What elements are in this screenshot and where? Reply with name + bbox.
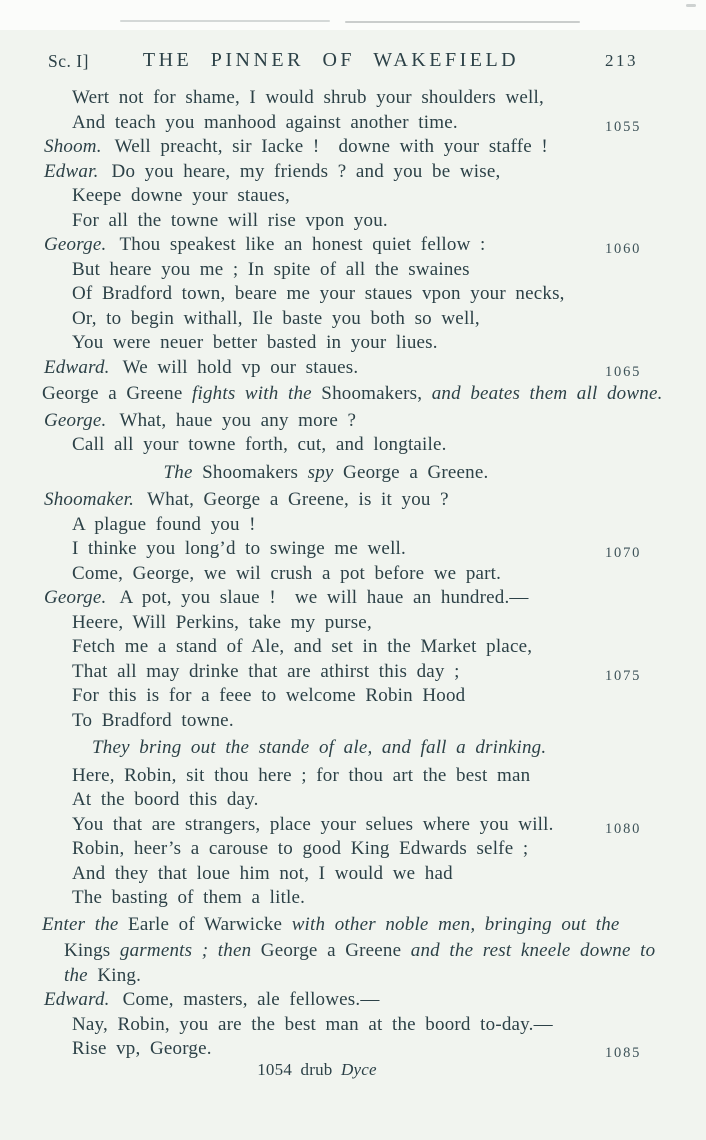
text-line <box>0 635 706 660</box>
scene-label: Sc. I] <box>48 51 89 71</box>
text-segment: The <box>163 461 203 483</box>
text-line <box>0 461 706 486</box>
text-line <box>0 586 706 611</box>
scan-artifact <box>345 21 580 23</box>
play-text <box>0 86 706 1082</box>
text-segment: For all the towne will rise vpon you. <box>72 209 388 231</box>
footnote <box>0 1058 706 1083</box>
text-line <box>0 837 706 862</box>
text-segment: But heare you me ; In spite of all the swaines <box>72 258 470 280</box>
line-number: 1060 <box>605 241 642 257</box>
text-segment: 1054 drub <box>257 1059 342 1079</box>
line-number: 1070 <box>605 545 642 561</box>
text-line <box>0 988 706 1013</box>
line-number: 1065 <box>605 363 642 380</box>
text-segment: Shoomakers, <box>321 383 432 404</box>
speaker-name: George. <box>44 234 107 255</box>
text-segment: We will hold vp our staues. <box>122 356 359 378</box>
text-line <box>0 135 706 160</box>
line-number: 1085 <box>605 1045 642 1061</box>
speaker-name: Shoom. <box>44 136 102 157</box>
text-line <box>0 160 706 185</box>
text-line <box>0 307 706 332</box>
text-segment: Enter the <box>42 913 129 935</box>
text-line <box>0 964 706 989</box>
text-line <box>0 684 706 709</box>
text-segment: To Bradford towne. <box>72 709 234 731</box>
text-segment: You were neuer better basted in your liues. <box>72 332 438 353</box>
text-segment: Come, masters, ale fellowes.— <box>122 989 380 1010</box>
text-line <box>0 488 706 513</box>
text-line <box>0 282 706 307</box>
text-line <box>0 433 706 458</box>
speaker-name: George. <box>44 587 107 608</box>
text-segment: Robin, heer’s a carouse to good King Edwards selfe ; <box>72 838 529 859</box>
text-line <box>0 233 706 258</box>
text-line <box>0 660 706 685</box>
text-segment: What, haue you any more ? <box>119 409 357 431</box>
text-segment: Thou speakest like an honest quiet fellow : <box>119 234 486 255</box>
line-number: 1080 <box>605 820 642 837</box>
text-segment: Do you heare, my friends ? and you be wise, <box>111 160 501 182</box>
text-line <box>0 86 706 111</box>
text-segment: garments ; then <box>119 940 261 961</box>
text-segment: Heere, Will Perkins, take my purse, <box>72 611 372 633</box>
speaker-name: George. <box>44 409 107 431</box>
text-segment: Rise vp, George. <box>72 1038 212 1059</box>
text-segment: Call all your towne forth, cut, and longtaile. <box>72 434 447 455</box>
text-line <box>0 736 706 761</box>
text-segment: Dyce <box>341 1059 377 1079</box>
speaker-name: Edward. <box>44 356 110 378</box>
text-segment: And they that loue him not, I would we had <box>72 862 453 884</box>
text-line <box>0 562 706 587</box>
text-line <box>0 709 706 734</box>
text-segment: A pot, you slaue ! we will haue an hundred.— <box>119 587 529 608</box>
text-segment: Keepe downe your staues, <box>72 185 290 206</box>
text-line <box>0 611 706 636</box>
text-segment: the <box>64 964 98 986</box>
text-segment: Wert not for shame, I would shrub your shoulders well, <box>72 87 544 108</box>
scan-artifact <box>686 4 696 7</box>
text-segment: and the rest kneele downe to <box>410 940 656 961</box>
line-number: 1055 <box>605 118 642 135</box>
text-segment: They bring out the stande of ale, and fall a drinking. <box>92 737 547 758</box>
text-line <box>0 913 706 938</box>
text-segment: Fetch me a stand of Ale, and set in the Market place, <box>72 636 533 657</box>
text-line <box>0 537 706 562</box>
page-number: 213 <box>605 51 638 70</box>
text-line <box>0 1013 706 1038</box>
text-line <box>0 764 706 789</box>
text-segment: The basting of them a litle. <box>72 887 306 908</box>
text-line <box>0 111 706 136</box>
text-line <box>0 258 706 283</box>
text-segment: You that are strangers, place your selues where you will. <box>72 813 554 835</box>
text-segment: George a Greene <box>42 383 192 404</box>
text-segment: with other noble men, bringing out the <box>291 913 620 935</box>
text-segment: Well preacht, sir Iacke ! downe with your staffe ! <box>114 136 548 157</box>
text-segment: Shoomakers <box>202 461 308 483</box>
text-segment: For this is for a feee to welcome Robin Hood <box>72 685 466 706</box>
text-segment: At the boord this day. <box>72 789 259 810</box>
text-segment: Come, George, we wil crush a pot before we part. <box>72 562 502 584</box>
text-line <box>0 356 706 381</box>
text-segment: Earle of Warwicke <box>128 913 292 935</box>
text-segment: What, George a Greene, is it you ? <box>147 489 449 510</box>
scan-artifact <box>120 20 330 22</box>
text-segment: George a Greene. <box>343 461 489 483</box>
text-segment: King. <box>97 964 142 986</box>
text-segment: I thinke you long’d to swinge me well. <box>72 538 406 559</box>
text-line <box>0 813 706 838</box>
text-segment: And teach you manhood against another time. <box>72 111 458 133</box>
text-line <box>0 382 706 407</box>
text-line <box>0 513 706 538</box>
text-line <box>0 788 706 813</box>
text-segment: and beates them all downe. <box>431 383 663 404</box>
running-title: THE PINNER OF WAKEFIELD <box>142 49 520 71</box>
text-segment: George a Greene <box>260 940 411 961</box>
text-line <box>0 939 706 964</box>
text-segment: spy <box>307 461 344 483</box>
text-segment: A plague found you ! <box>72 513 256 535</box>
text-segment: Kings <box>64 940 120 961</box>
text-line <box>0 409 706 434</box>
text-segment: Nay, Robin, you are the best man at the boord to-day.— <box>72 1013 553 1035</box>
text-segment: Of Bradford town, beare me your staues vpon your necks, <box>72 283 565 304</box>
text-line <box>0 862 706 887</box>
text-line <box>0 331 706 356</box>
text-line <box>0 209 706 234</box>
page-top-margin <box>0 0 706 30</box>
speaker-name: Edward. <box>44 989 110 1010</box>
text-line <box>0 886 706 911</box>
text-segment: That all may drinke that are athirst this day ; <box>72 660 460 682</box>
speaker-name: Edwar. <box>44 160 99 182</box>
text-segment: Here, Robin, sit thou here ; for thou art the best man <box>72 764 531 786</box>
text-segment: fights with the <box>191 383 322 404</box>
speaker-name: Shoomaker. <box>44 489 135 510</box>
line-number: 1075 <box>605 667 642 684</box>
text-line <box>0 184 706 209</box>
text-segment: Or, to begin withall, Ile baste you both so well, <box>72 307 480 329</box>
